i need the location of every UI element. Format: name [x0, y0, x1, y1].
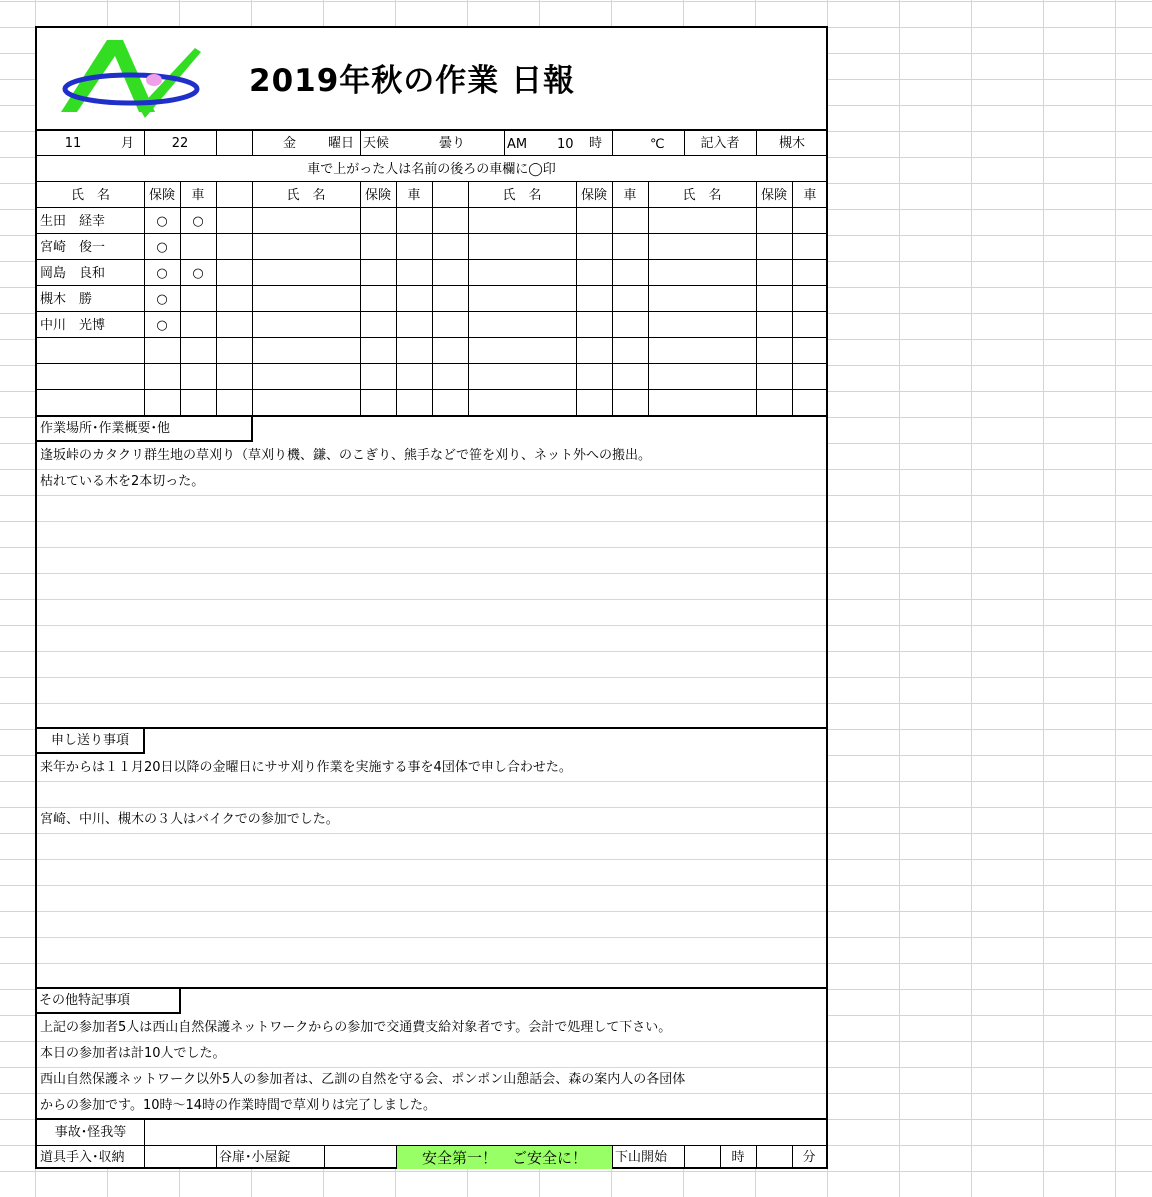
roster-header-car-3: 車: [623, 188, 637, 203]
other-label: その他特記事項: [39, 993, 131, 1008]
work-line-2: 枯れている木を2本切った。: [40, 474, 205, 489]
work-line-1: 逢坂峠のカタクリ群生地の草刈り（草刈り機、鎌、のこぎり、熊手などで笹を刈り、ネット外への搬出。: [40, 448, 652, 463]
roster-car: ○: [192, 214, 204, 229]
weather-value: 曇り: [439, 136, 466, 151]
door-lock-label: 谷扉･小屋錠: [219, 1150, 291, 1165]
other-line-1: 上記の参加者5人は西山自然保護ネットワークからの参加で交通費支給対象者です。会計で処理して下さい。: [40, 1020, 672, 1035]
roster-header-ins-1: 保険: [148, 188, 175, 203]
roster-header-car-4: 車: [803, 188, 817, 203]
hour-label: 時: [589, 136, 603, 151]
work-section-label: 作業場所･作業概要･他: [40, 421, 171, 436]
roster-car: ○: [192, 266, 204, 281]
roster-header-name-3: 氏 名: [502, 188, 542, 203]
descent-minute-label: 分: [802, 1150, 816, 1165]
roster-name: 宮崎 俊一: [40, 240, 106, 255]
roster-header-name-2: 氏 名: [286, 188, 326, 203]
tools-label: 道具手入･収納: [40, 1150, 125, 1165]
roster-car: [180, 235, 216, 261]
temp-unit: ℃: [650, 137, 665, 152]
logo-icon: [59, 34, 209, 128]
roster-insurance: ○: [156, 266, 168, 281]
recorder-value: 槻木: [778, 136, 805, 151]
month-value: 11: [64, 136, 82, 151]
month-label: 月: [121, 136, 135, 151]
roster-header-name-1: 氏 名: [70, 188, 110, 203]
roster-insurance: ○: [156, 292, 168, 307]
page-title: 2019年秋の作業 日報: [249, 63, 576, 99]
other-line-4: からの参加です。10時～14時の作業時間で草刈りは完了しました。: [40, 1098, 437, 1113]
other-line-2: 本日の参加者は計10人でした。: [40, 1046, 226, 1061]
roster-header-ins-2: 保険: [364, 188, 391, 203]
roster-header-car-2: 車: [407, 188, 421, 203]
descent-hour-label: 時: [731, 1150, 745, 1165]
roster-name: 槻木 勝: [40, 292, 93, 307]
handover-label: 申し送り事項: [50, 733, 129, 748]
roster-name: 中川 光博: [40, 318, 106, 333]
roster-insurance: ○: [156, 318, 168, 333]
roster-car: [180, 287, 216, 313]
roster-insurance: ○: [156, 214, 168, 229]
ampm-value: AM: [507, 137, 528, 152]
roster-header-ins-4: 保険: [760, 188, 787, 203]
car-note: 車で上がった人は名前の後ろの車欄に◯印: [307, 162, 556, 177]
hour-value: 10: [557, 137, 574, 152]
roster-header-ins-3: 保険: [580, 188, 607, 203]
weekday-label: 曜日: [328, 136, 355, 151]
handover-line-1: 来年からは１１月20日以降の金曜日にササ刈り作業を実施する事を4団体で申し合わせた。: [40, 760, 572, 775]
handover-line-3: 宮崎、中川、槻木の３人はバイクでの参加でした。: [40, 812, 339, 827]
descent-label: 下山開始: [615, 1150, 668, 1165]
other-line-3: 西山自然保護ネットワーク以外5人の参加者は、乙訓の自然を守る会、ポンポン山憩話会、森の案内人の各団体: [40, 1072, 686, 1087]
weekday-value: 金: [283, 136, 297, 151]
roster-car: [180, 313, 216, 339]
day-value: 22: [171, 136, 189, 151]
roster-name: 岡島 良和: [40, 266, 106, 281]
work-section-label-box: [37, 416, 253, 442]
weather-label: 天候: [363, 136, 390, 151]
roster-header-name-4: 氏 名: [682, 188, 722, 203]
roster-name: 生田 経幸: [40, 214, 106, 229]
other-label-box: [37, 988, 181, 1014]
safety-banner: 安全第一！ ご安全に！: [397, 1146, 612, 1169]
handover-label-box: [37, 728, 145, 754]
roster-insurance: ○: [156, 240, 168, 255]
recorder-label: 記入者: [700, 136, 740, 151]
report-sheet: [35, 26, 828, 1169]
roster-header-car-1: 車: [191, 188, 205, 203]
accident-label: 事故･怪我等: [54, 1125, 127, 1140]
